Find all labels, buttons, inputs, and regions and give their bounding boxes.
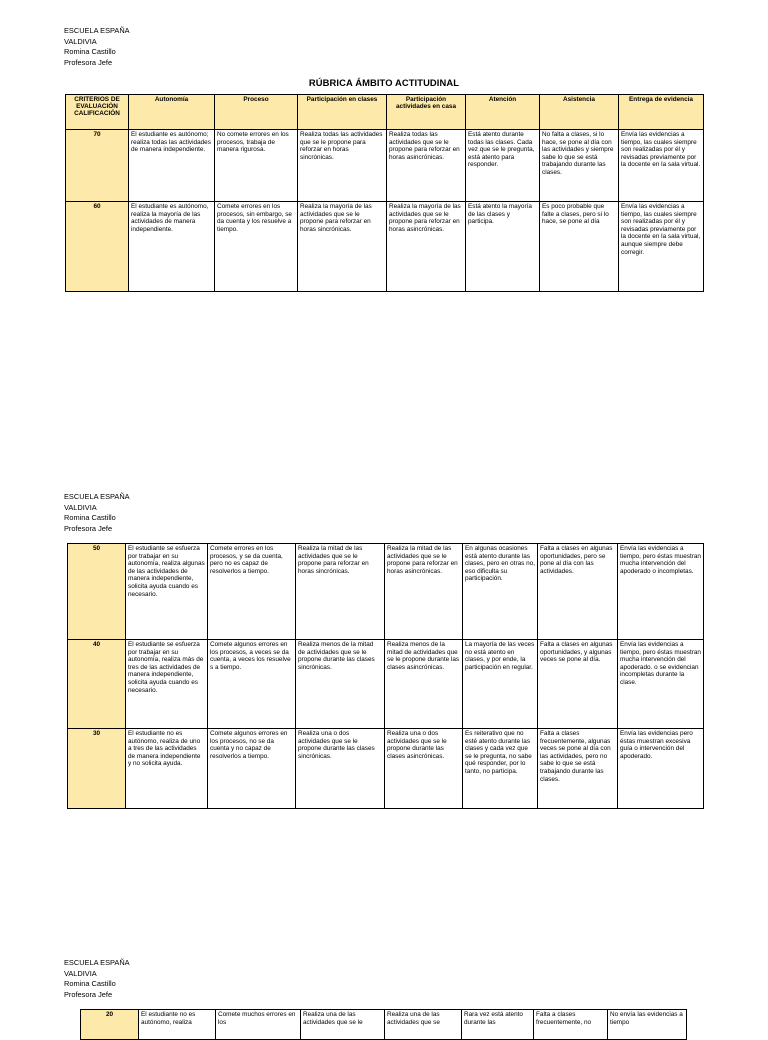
rubric-table-page-1 <box>65 94 704 292</box>
participacion-casa-cell: Realiza la mitad de las actividades que se le propone para reforzar en horas asincrónicas. <box>385 544 463 640</box>
col-header-criteria: CRITERIOS DE EVALUACIÓN CALIFICACIÓN <box>66 95 129 130</box>
page-header-3 <box>64 958 130 1000</box>
score-cell: 60 <box>66 202 129 292</box>
table-row <box>68 640 704 729</box>
atencion-cell: En algunas ocasiones está atento durante las clases, pero en otras no, eso dificulta su participación. <box>463 544 538 640</box>
school-name: ESCUELA ESPAÑA <box>64 26 130 35</box>
participacion-casa-cell: Realiza una de las actividades que se <box>385 1010 462 1040</box>
table-row <box>68 544 704 640</box>
entrega-cell: Envía las evidencias a tiempo, pero éstas muestran mucha intervención del apoderado. o se evidencian incompletas durante la clase. <box>618 640 704 729</box>
autonomia-cell: El estudiante es autónomo; realiza todas las actividades de manera independiente. <box>129 130 215 202</box>
teacher-role: Profesora Jefe <box>64 57 113 67</box>
autonomia-cell: El estudiante se esfuerza por trabajar en su autonomía, realiza algunas de las actividades de manera independiente, solicita ayuda cuando es necesario. <box>126 544 208 640</box>
participacion-clases-cell: Realiza todas las actividades que se le propone para reforzar en horas sincrónicas. <box>298 130 387 202</box>
entrega-cell: Envía las evidencias a tiempo, pero éstas muestran mucha intervención del apoderado o incompletas. <box>618 544 704 640</box>
table-row <box>66 130 704 202</box>
city-name: VALDIVIA <box>64 36 97 46</box>
asistencia-cell: Falta a clases frecuentemente, no <box>534 1010 608 1040</box>
atencion-cell: Está atento durante todas las clases. Cada vez que se le pregunta, está atento para responder. <box>466 130 540 202</box>
participacion-clases-cell: Realiza la mayoría de las actividades que se le propone para reforzar en horas sincrónicas. <box>298 202 387 292</box>
col-header-participacion-casa: Participación actividades en casa <box>387 95 466 130</box>
proceso-cell: Comete algunos errores en los procesos, a veces se da cuenta, a veces los resuelve s a tiempo. <box>208 640 296 729</box>
teacher-role: Profesora Jefe <box>64 989 113 999</box>
proceso-cell: No comete errores en los procesos, trabaja de manera rigurosa. <box>215 130 298 202</box>
rubric-table-page-3 <box>80 1009 687 1040</box>
teacher-role: Profesora Jefe <box>64 523 113 533</box>
page-header-2 <box>64 492 130 534</box>
col-header-participacion-clases: Participación en clases <box>298 95 387 130</box>
asistencia-cell: Falta a clases frecuentemente, algunas veces se pone al día con las actividades, pero no sabe lo que se está trabajando durante las clases. <box>538 729 618 809</box>
proceso-cell: Comete muchos errores en los <box>216 1010 301 1040</box>
score-cell: 40 <box>68 640 126 729</box>
score-cell: 20 <box>81 1010 139 1040</box>
atencion-cell: Es reiterativo que no esté atento durante las clases y cada vez que se le pregunta, no sabe qué responder, por lo tanto, no participa. <box>463 729 538 809</box>
asistencia-cell: Falta a clases en algunas oportunidades, y algunas veces se pone al día. <box>538 640 618 729</box>
asistencia-cell: Es poco probable que falte a clases, pero si lo hace, se pone al día <box>540 202 619 292</box>
participacion-clases-cell: Realiza la mitad de las actividades que se le propone para reforzar en horas sincrónicas. <box>296 544 385 640</box>
atencion-cell: La mayoría de las veces no está atento en clases, y por ende, la participación en regular. <box>463 640 538 729</box>
entrega-cell: Envía las evidencias a tiempo, las cuales siempre son realizadas por él y revisadas previamente por la docente en la sala virtual. <box>619 130 704 202</box>
participacion-clases-cell: Realiza una o dos actividades que se le propone durante las clases sincrónicas. <box>296 729 385 809</box>
col-header-autonomia: Autonomía <box>129 95 215 130</box>
rubric-title: RÚBRICA ÁMBITO ACTITUDINAL <box>308 77 460 88</box>
participacion-casa-cell: Realiza menos de la mitad de actividades que se le propone durante las clases asincrónicas. <box>385 640 463 729</box>
teacher-name: Romina Castillo <box>64 47 116 57</box>
asistencia-cell: Falta a clases en algunas oportunidades, pero se pone al día con las actividades. <box>538 544 618 640</box>
score-cell: 50 <box>68 544 126 640</box>
autonomia-cell: El estudiante se esfuerza por trabajar en su autonomía, realiza más de tres de las actividades de manera independiente, solicita ayuda cuando es necesario. <box>126 640 208 729</box>
col-header-proceso: Proceso <box>215 95 298 130</box>
proceso-cell: Comete errores en los procesos, y se da cuenta, pero no es capaz de resolverlos a tiempo. <box>208 544 296 640</box>
autonomia-cell: El estudiante es autónomo, realiza la mayoría de las actividades de manera independiente. <box>129 202 215 292</box>
participacion-clases-cell: Realiza una de las actividades que se le <box>301 1010 385 1040</box>
school-name: ESCUELA ESPAÑA <box>64 492 130 501</box>
school-name: ESCUELA ESPAÑA <box>64 958 130 967</box>
participacion-casa-cell: Realiza una o dos actividades que se le propone durante las clases asincrónicas. <box>385 729 463 809</box>
city-name: VALDIVIA <box>64 968 97 978</box>
header-row <box>66 95 704 130</box>
atencion-cell: Está atento la mayoría de las clases y participa. <box>466 202 540 292</box>
proceso-cell: Comete errores en los procesos, sin embargo, se da cuenta y los resuelve a tiempo. <box>215 202 298 292</box>
page-header-1 <box>64 26 130 68</box>
entrega-cell: Envía las evidencias pero éstas muestran excesiva guía o intervención del apoderado. <box>618 729 704 809</box>
col-header-asistencia: Asistencia <box>540 95 619 130</box>
teacher-name: Romina Castillo <box>64 979 116 989</box>
proceso-cell: Comete algunos errores en los procesos, no se da cuenta y no capaz de resolverlos a tiempo. <box>208 729 296 809</box>
city-name: VALDIVIA <box>64 502 97 512</box>
table-row <box>81 1010 687 1040</box>
asistencia-cell: No falta a clases, si lo hace, se pone al día con las actividades y siempre sabe lo que se está trabajando durante las clases. <box>540 130 619 202</box>
atencion-cell: Rara vez está atento durante las <box>462 1010 534 1040</box>
rubric-table-page-2 <box>67 543 704 809</box>
participacion-casa-cell: Realiza todas las actividades que se le propone para reforzar en horas asincrónicas. <box>387 130 466 202</box>
score-cell: 30 <box>68 729 126 809</box>
participacion-clases-cell: Realiza menos de la mitad de actividades que se le propone durante las clases sincrónicas. <box>296 640 385 729</box>
table-row <box>66 202 704 292</box>
teacher-name: Romina Castillo <box>64 513 116 523</box>
entrega-cell: Envía las evidencias a tiempo, las cuales siempre son realizadas por él y revisadas previamente por la docente en la sala virtual, aunque siempre debe corregir. <box>619 202 704 292</box>
autonomia-cell: El estudiante no es autónomo, realiza de uno a tres de las actividades de manera independiente y no solicita ayuda. <box>126 729 208 809</box>
autonomia-cell: El estudiante no es autónomo, realiza <box>139 1010 216 1040</box>
entrega-cell: No envía las evidencias a tiempo <box>608 1010 687 1040</box>
table-row <box>68 729 704 809</box>
col-header-entrega: Entrega de evidencia <box>619 95 704 130</box>
participacion-casa-cell: Realiza la mayoría de las actividades que se le propone para reforzar en horas asincrónicas. <box>387 202 466 292</box>
score-cell: 70 <box>66 130 129 202</box>
col-header-atencion: Atención <box>466 95 540 130</box>
